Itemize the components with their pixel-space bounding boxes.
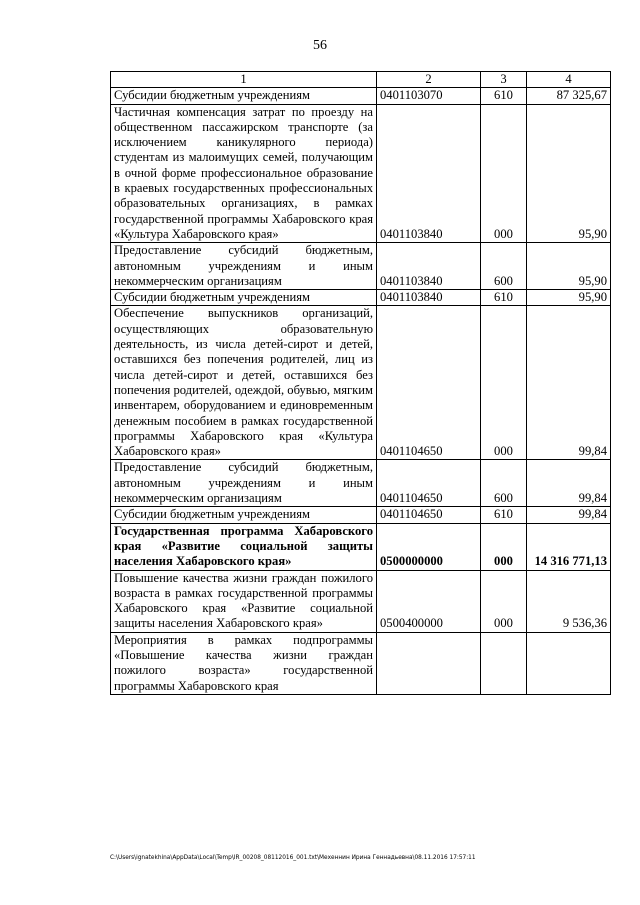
row-code: 0500000000 xyxy=(377,523,481,570)
row-code: 0401104650 xyxy=(377,460,481,507)
row-sum: 99,84 xyxy=(527,306,611,460)
header-cell-name: 1 xyxy=(111,72,377,88)
row-sum: 87 325,67 xyxy=(527,88,611,104)
file-path-footer: C:\Users\ignatekhina\AppData\Local\Temp\IR_00208_08112016_001.txt\Мехеннин Ирина Геннадьевна\08.11.2016 17:57:11 xyxy=(110,855,476,861)
row-sum: 99,84 xyxy=(527,460,611,507)
row-sum: 95,90 xyxy=(527,104,611,243)
table-row xyxy=(111,290,611,306)
table-row xyxy=(111,570,611,632)
row-type: 610 xyxy=(481,290,527,306)
table-row xyxy=(111,460,611,507)
table-header-row xyxy=(111,72,611,88)
row-name: Частичная компенсация затрат по проезду на общественном пассажирском транспорте (за исключением каникулярного периода) студентам из малоимущих семей, получающим в очной форме профессиональное образование в краевых государственных профессиональных образовательных организациях, в рамках государственной программы Хабаровского края «Культура Хабаровского края» xyxy=(111,104,377,243)
row-type: 600 xyxy=(481,243,527,290)
row-type: 000 xyxy=(481,306,527,460)
header-cell-type: 3 xyxy=(481,72,527,88)
row-code xyxy=(377,632,481,694)
row-name: Государственная программа Хабаровского края «Развитие социальной защиты населения Хабаровского края» xyxy=(111,523,377,570)
row-name: Предоставление субсидий бюджетным, автономным учреждениям и иным некоммерческим организациям xyxy=(111,243,377,290)
row-sum: 9 536,36 xyxy=(527,570,611,632)
row-code: 0401103840 xyxy=(377,243,481,290)
header-cell-sum: 4 xyxy=(527,72,611,88)
page-number: 56 xyxy=(313,38,327,53)
row-name: Субсидии бюджетным учреждениям xyxy=(111,88,377,104)
row-code: 0401104650 xyxy=(377,507,481,523)
row-name: Мероприятия в рамках подпрограммы «Повышение качества жизни граждан пожилого возраста» государственной программы Хабаровского края xyxy=(111,632,377,694)
row-sum: 95,90 xyxy=(527,290,611,306)
table-row xyxy=(111,306,611,460)
table-row xyxy=(111,88,611,104)
header-cell-code: 2 xyxy=(377,72,481,88)
row-code: 0401103840 xyxy=(377,290,481,306)
row-type: 000 xyxy=(481,523,527,570)
row-sum: 14 316 771,13 xyxy=(527,523,611,570)
row-name: Повышение качества жизни граждан пожилого возраста в рамках государственной программы Хабаровского края «Развитие социальной защиты населения Хабаровского края» xyxy=(111,570,377,632)
table-row xyxy=(111,104,611,243)
table-row xyxy=(111,243,611,290)
row-type: 610 xyxy=(481,507,527,523)
row-name: Субсидии бюджетным учреждениям xyxy=(111,290,377,306)
row-type: 000 xyxy=(481,570,527,632)
table-row xyxy=(111,507,611,523)
table-row xyxy=(111,523,611,570)
row-type xyxy=(481,632,527,694)
row-code: 0500400000 xyxy=(377,570,481,632)
row-sum: 95,90 xyxy=(527,243,611,290)
row-name: Предоставление субсидий бюджетным, автономным учреждениям и иным некоммерческим организациям xyxy=(111,460,377,507)
row-name: Субсидии бюджетным учреждениям xyxy=(111,507,377,523)
budget-table xyxy=(110,71,611,695)
row-type: 610 xyxy=(481,88,527,104)
row-sum xyxy=(527,632,611,694)
row-code: 0401104650 xyxy=(377,306,481,460)
row-sum: 99,84 xyxy=(527,507,611,523)
row-type: 000 xyxy=(481,104,527,243)
row-name: Обеспечение выпускников организаций, осуществляющих образовательную деятельность, из числа детей-сирот и детей, оставшихся без попечения родителей, лиц из числа детей-сирот и детей, оставшихся без попечения родителей, одеждой, обувью, мягким инвентарем, оборудованием и единовременным денежным пособием в рамках государственной программы Хабаровского края «Культура Хабаровского края» xyxy=(111,306,377,460)
row-code: 0401103070 xyxy=(377,88,481,104)
row-type: 600 xyxy=(481,460,527,507)
row-code: 0401103840 xyxy=(377,104,481,243)
table-row xyxy=(111,632,611,694)
